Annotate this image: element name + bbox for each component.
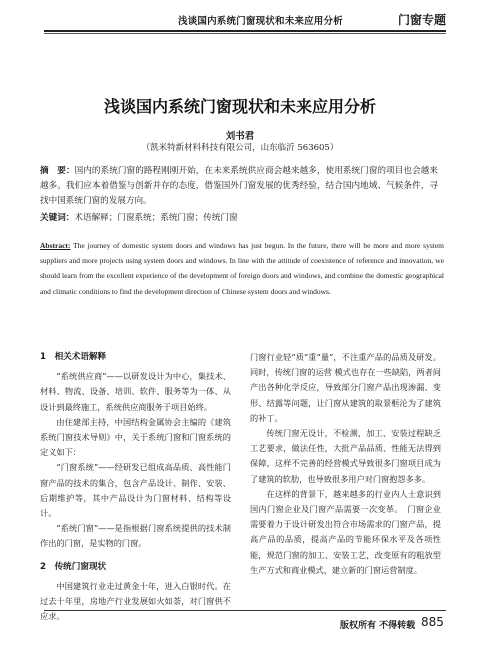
author: 刘书君	[225, 131, 255, 142]
header-rule	[44, 30, 446, 32]
paragraph: 由住建部主持，中国结构金属协会主编的《建筑系统门窗技术导则》中，关于系统门窗和门窗系统的定义如下：	[40, 416, 231, 458]
section-tag: 门窗专题	[398, 13, 447, 27]
page-header	[0, 0, 480, 30]
abstract-en-text: The journey of domestic system doors and windows has just begun. In the future, there will be more and more system suppliers and more projects using system doors and windows. In line with the attitude of coexistence of reference and innovation, we should learn from the excellent experience of the development of foreign doors and windows, and combine the domestic geographical and climatic conditions to find the development direction of Chinese system doors and windows.	[40, 241, 444, 296]
section-2-heading: 2 传统门窗现状	[40, 561, 107, 572]
abstract-cn-text: 国内的系统门窗的路程刚刚开始，在未来系统供应商会越来越多，使用系统门窗的项目也会越来越多。我们应本着借鉴与创新并存的态度，借鉴国外门窗发展的优秀经验，结合国内地域、气候条件，寻找中国系统门窗的发展方向。	[40, 166, 438, 206]
abstract-en-label: Abstract:	[40, 241, 71, 250]
paragraph: “系统供应商”——以研发设计为中心，集技术、材料、物流、设备、培训、软件、服务等为一体、从设计到最终施工，系统供应商服务于项目始终。	[40, 371, 231, 412]
copyright-notice: 版权所有 不得转载	[340, 621, 416, 631]
section-1-heading: 1 相关术语解释	[40, 352, 107, 362]
paragraph: 传统门窗无设计，不检测，加工、安装过程缺乏工艺要求，做法任性，大批产品品质、性能无法得到保障，这样不完善的经营模式导致很多门窗项目成为了建筑的软肋，也导致很多用户对门窗抱怨多多。	[250, 428, 441, 484]
keywords-label: 关键词：	[40, 213, 75, 223]
page-number: 885	[421, 615, 444, 629]
left-column	[40, 350, 231, 624]
header-rule-thin	[44, 33, 446, 34]
footer-rule	[44, 610, 446, 611]
paragraph: 在这样的背景下，越来越多的行业内人士意识到国内门窗企业及门窗产品需要一次变革。 门窗企业需要着力于设计研发出符合市场需求的门窗产品，提高产品的品质，提高产品的节能环保水平及各项性能，规范门窗的加工、安装工艺，改变原有的粗放型生产方式和商业模式，建立新的门窗运营制度。	[250, 488, 441, 575]
running-title: 浅谈国内系统门窗现状和未来应用分析	[178, 16, 343, 27]
article-title: 浅谈国内系统门窗现状和未来应用分析	[103, 97, 376, 116]
keywords	[40, 211, 438, 225]
paragraph: 门窗行业轻“质”重“量”，不注重产品的品质及研发。同时，传统门窗的运营 模式也存在一些缺陷，两者间产出各种化学反应，导致部分门窗产品出现渗漏、变形、结露等问题，让门窗从建筑的取景框沦为了建筑的补丁。	[250, 352, 441, 423]
abstract-cn-label: 摘 要：	[40, 166, 75, 176]
abstract-chinese	[40, 164, 438, 209]
right-column	[250, 350, 441, 578]
keywords-text: 术语解释；门窗系统；系统门窗；传统门窗	[74, 213, 238, 223]
abstract-english	[40, 238, 444, 299]
paragraph: “门窗系统”——经研发已组成高品质、高性能门窗产品的技术的集合，包含产品设计、制作、安装、后期维护等，其中产品设计为门窗材料、结构等设计。	[40, 462, 231, 519]
paragraph: 中国建筑行业走过黄金十年，进入白银时代。在过去十年里，房地产行业发展如火如荼，对门窗供不应求。	[40, 580, 231, 622]
affiliation: （凯米特新材料科技有限公司，山东临沂 563605）	[141, 143, 339, 153]
paragraph: “系统门窗”——是指根据门窗系统提供的技术制作出的门窗，是实物的门窗。	[40, 523, 231, 549]
